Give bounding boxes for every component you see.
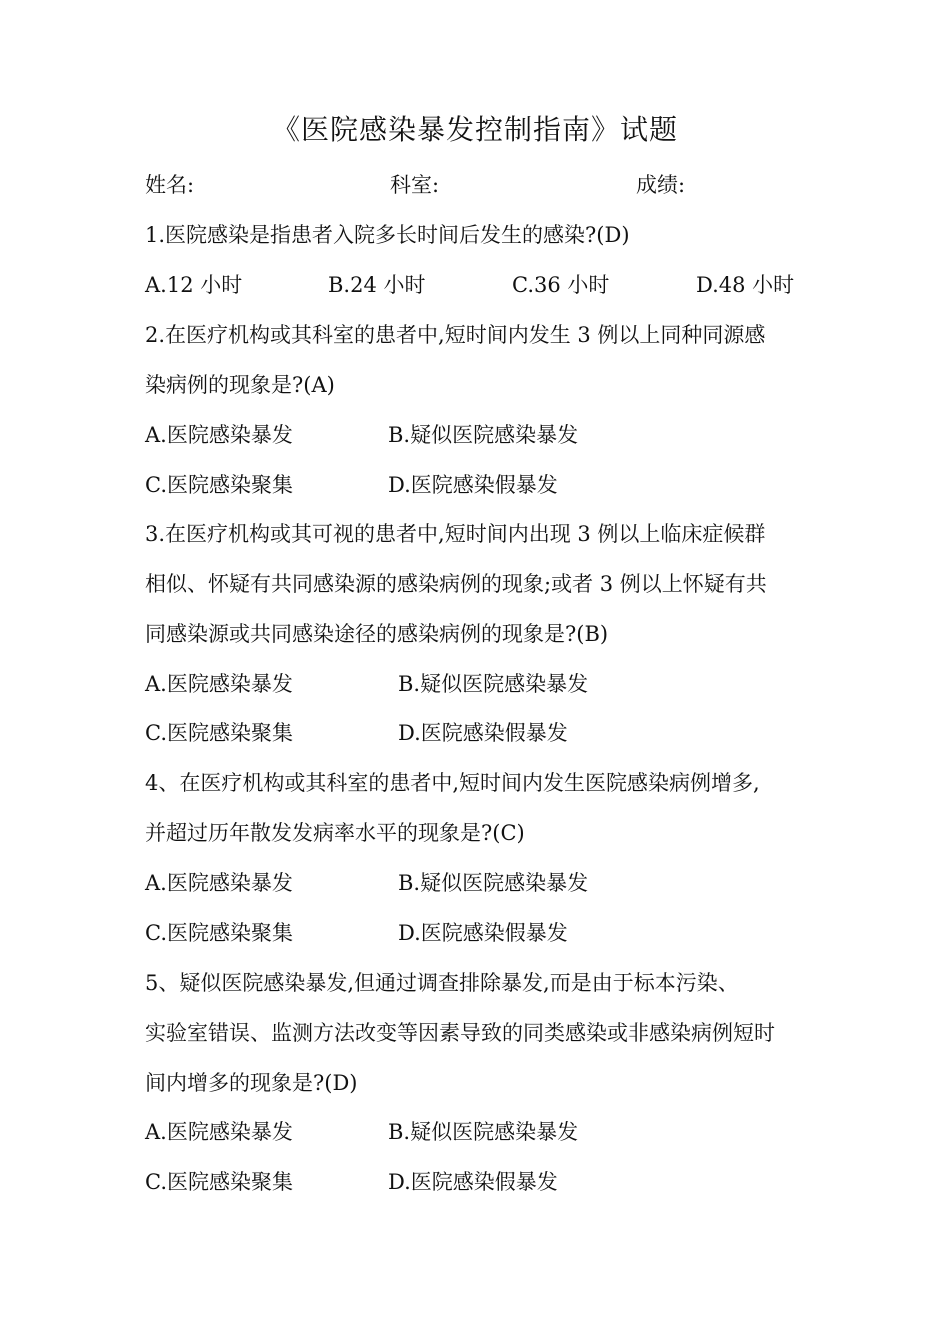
- question-2-option-d: D.医院感染假暴发: [388, 473, 558, 497]
- question-4-line-2: 并超过历年散发发病率水平的现象是?(C): [145, 821, 525, 845]
- question-4-option-a: A.医院感染暴发: [145, 871, 293, 895]
- question-2-option-a: A.医院感染暴发: [145, 423, 293, 447]
- question-2-option-b: B.疑似医院感染暴发: [388, 423, 579, 447]
- question-4-option-c: C.医院感染聚集: [145, 921, 293, 945]
- question-3-option-a: A.医院感染暴发: [145, 672, 293, 696]
- question-1-option-d: D.48 小时: [696, 273, 795, 297]
- page-title: 《医院感染暴发控制指南》试题: [271, 113, 678, 146]
- question-3-line-2: 相似、怀疑有共同感染源的感染病例的现象;或者 3 例以上怀疑有共: [145, 572, 767, 596]
- question-5-line-3: 间内增多的现象是?(D): [145, 1071, 358, 1095]
- question-3-option-c: C.医院感染聚集: [145, 721, 293, 745]
- question-2-line-1: 2.在医疗机构或其科室的患者中,短时间内发生 3 例以上同种同源感: [145, 323, 766, 347]
- question-4-option-d: D.医院感染假暴发: [398, 921, 568, 945]
- question-3-line-1: 3.在医疗机构或其可视的患者中,短时间内出现 3 例以上临床症候群: [145, 522, 766, 546]
- question-3-option-d: D.医院感染假暴发: [398, 721, 568, 745]
- score-label: 成绩:: [636, 173, 686, 197]
- question-5-line-1: 5、疑似医院感染暴发,但通过调查排除暴发,而是由于标本污染、: [145, 971, 739, 995]
- department-label: 科室:: [390, 173, 440, 197]
- question-4-option-b: B.疑似医院感染暴发: [398, 871, 589, 895]
- name-label: 姓名:: [145, 173, 195, 197]
- question-4-line-1: 4、在医疗机构或其科室的患者中,短时间内发生医院感染病例增多,: [145, 771, 760, 795]
- question-5-option-c: C.医院感染聚集: [145, 1170, 293, 1194]
- question-2-option-c: C.医院感染聚集: [145, 473, 293, 497]
- question-1-line-1: 1.医院感染是指患者入院多长时间后发生的感染?(D): [145, 223, 630, 247]
- question-2-line-2: 染病例的现象是?(A): [145, 373, 335, 397]
- question-3-option-b: B.疑似医院感染暴发: [398, 672, 589, 696]
- question-5-option-a: A.医院感染暴发: [145, 1120, 293, 1144]
- question-1-option-b: B.24 小时: [328, 273, 426, 297]
- question-3-line-3: 同感染源或共同感染途径的感染病例的现象是?(B): [145, 622, 609, 646]
- question-5-option-b: B.疑似医院感染暴发: [388, 1120, 579, 1144]
- question-1-option-c: C.36 小时: [512, 273, 610, 297]
- question-5-line-2: 实验室错误、监测方法改变等因素导致的同类感染或非感染病例短时: [145, 1021, 775, 1045]
- question-1-option-a: A.12 小时: [145, 273, 243, 297]
- question-5-option-d: D.医院感染假暴发: [388, 1170, 558, 1194]
